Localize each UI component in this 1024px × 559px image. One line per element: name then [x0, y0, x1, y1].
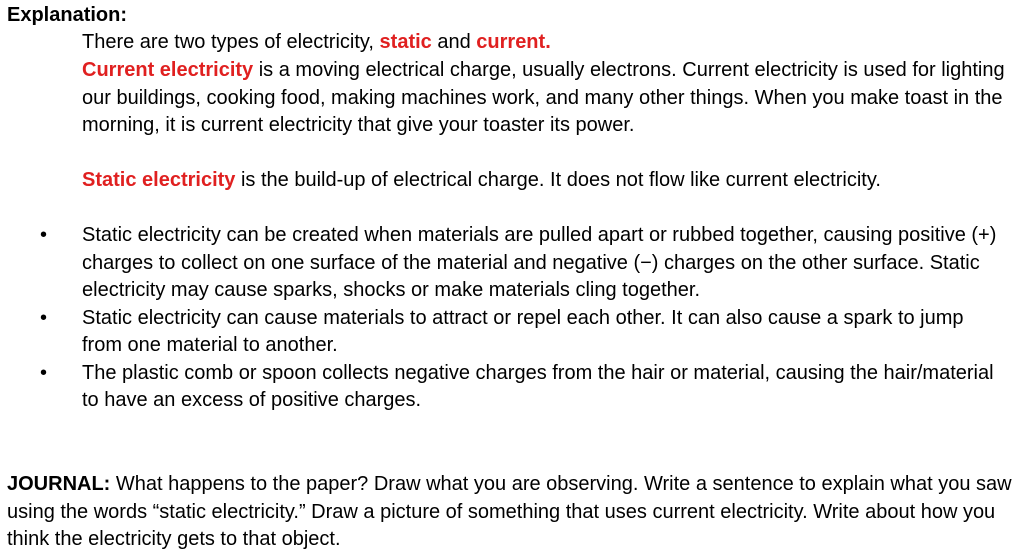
- journal-label: JOURNAL:: [7, 473, 111, 495]
- static-electricity-paragraph: [82, 167, 1017, 195]
- intro-and: and: [437, 31, 471, 53]
- bullet-text: The plastic comb or spoon collects negative charges from the hair or material, causing the hair/material to have an excess of positive charges.: [82, 361, 994, 411]
- intro-paragraph: [82, 29, 1017, 57]
- bullet-icon: •: [40, 361, 48, 384]
- bullet-icon: •: [40, 306, 48, 329]
- list-item: [0, 360, 1002, 415]
- current-electricity-term: Current electricity: [82, 59, 254, 81]
- bullet-icon: •: [40, 224, 48, 246]
- bullet-text: Static electricity can be created when materials are pulled apart or rubbed together, causing positive (+) charges to collect on one surface of the material and negative (−) charges on the other surface. Static electricity may cause sparks, shocks or make materials cling together.: [82, 224, 997, 301]
- static-electricity-term: Static electricity: [82, 169, 236, 191]
- current-electricity-text: is a moving electrical charge, usually electrons. Current electricity is used for lighting our buildings, cooking food, making machines work, and many other things. When you make toast in the morning, it is current electricity that give your toaster its power.: [82, 59, 1005, 136]
- journal-paragraph: [7, 471, 1017, 554]
- bullet-list: [0, 222, 1024, 415]
- list-item: [0, 222, 1002, 305]
- intro-prefix: There are two types of electricity,: [82, 31, 374, 53]
- explanation-heading: Explanation:: [7, 4, 128, 26]
- static-highlight: static: [379, 31, 432, 53]
- current-electricity-paragraph: [82, 57, 1017, 140]
- current-highlight: current.: [476, 31, 551, 53]
- list-item: [0, 305, 1002, 360]
- static-electricity-text: is the build-up of electrical charge. It does not flow like current electricity.: [235, 169, 881, 191]
- journal-text: What happens to the paper? Draw what you are observing. Write a sentence to explain what you saw using the words “static electricity.” Draw a picture of something that uses current electricity. Write about how you think the electricity gets to that object.: [7, 473, 1012, 550]
- bullet-text: Static electricity can cause materials to attract or repel each other. It can also cause a spark to jump from one material to another.: [82, 306, 964, 356]
